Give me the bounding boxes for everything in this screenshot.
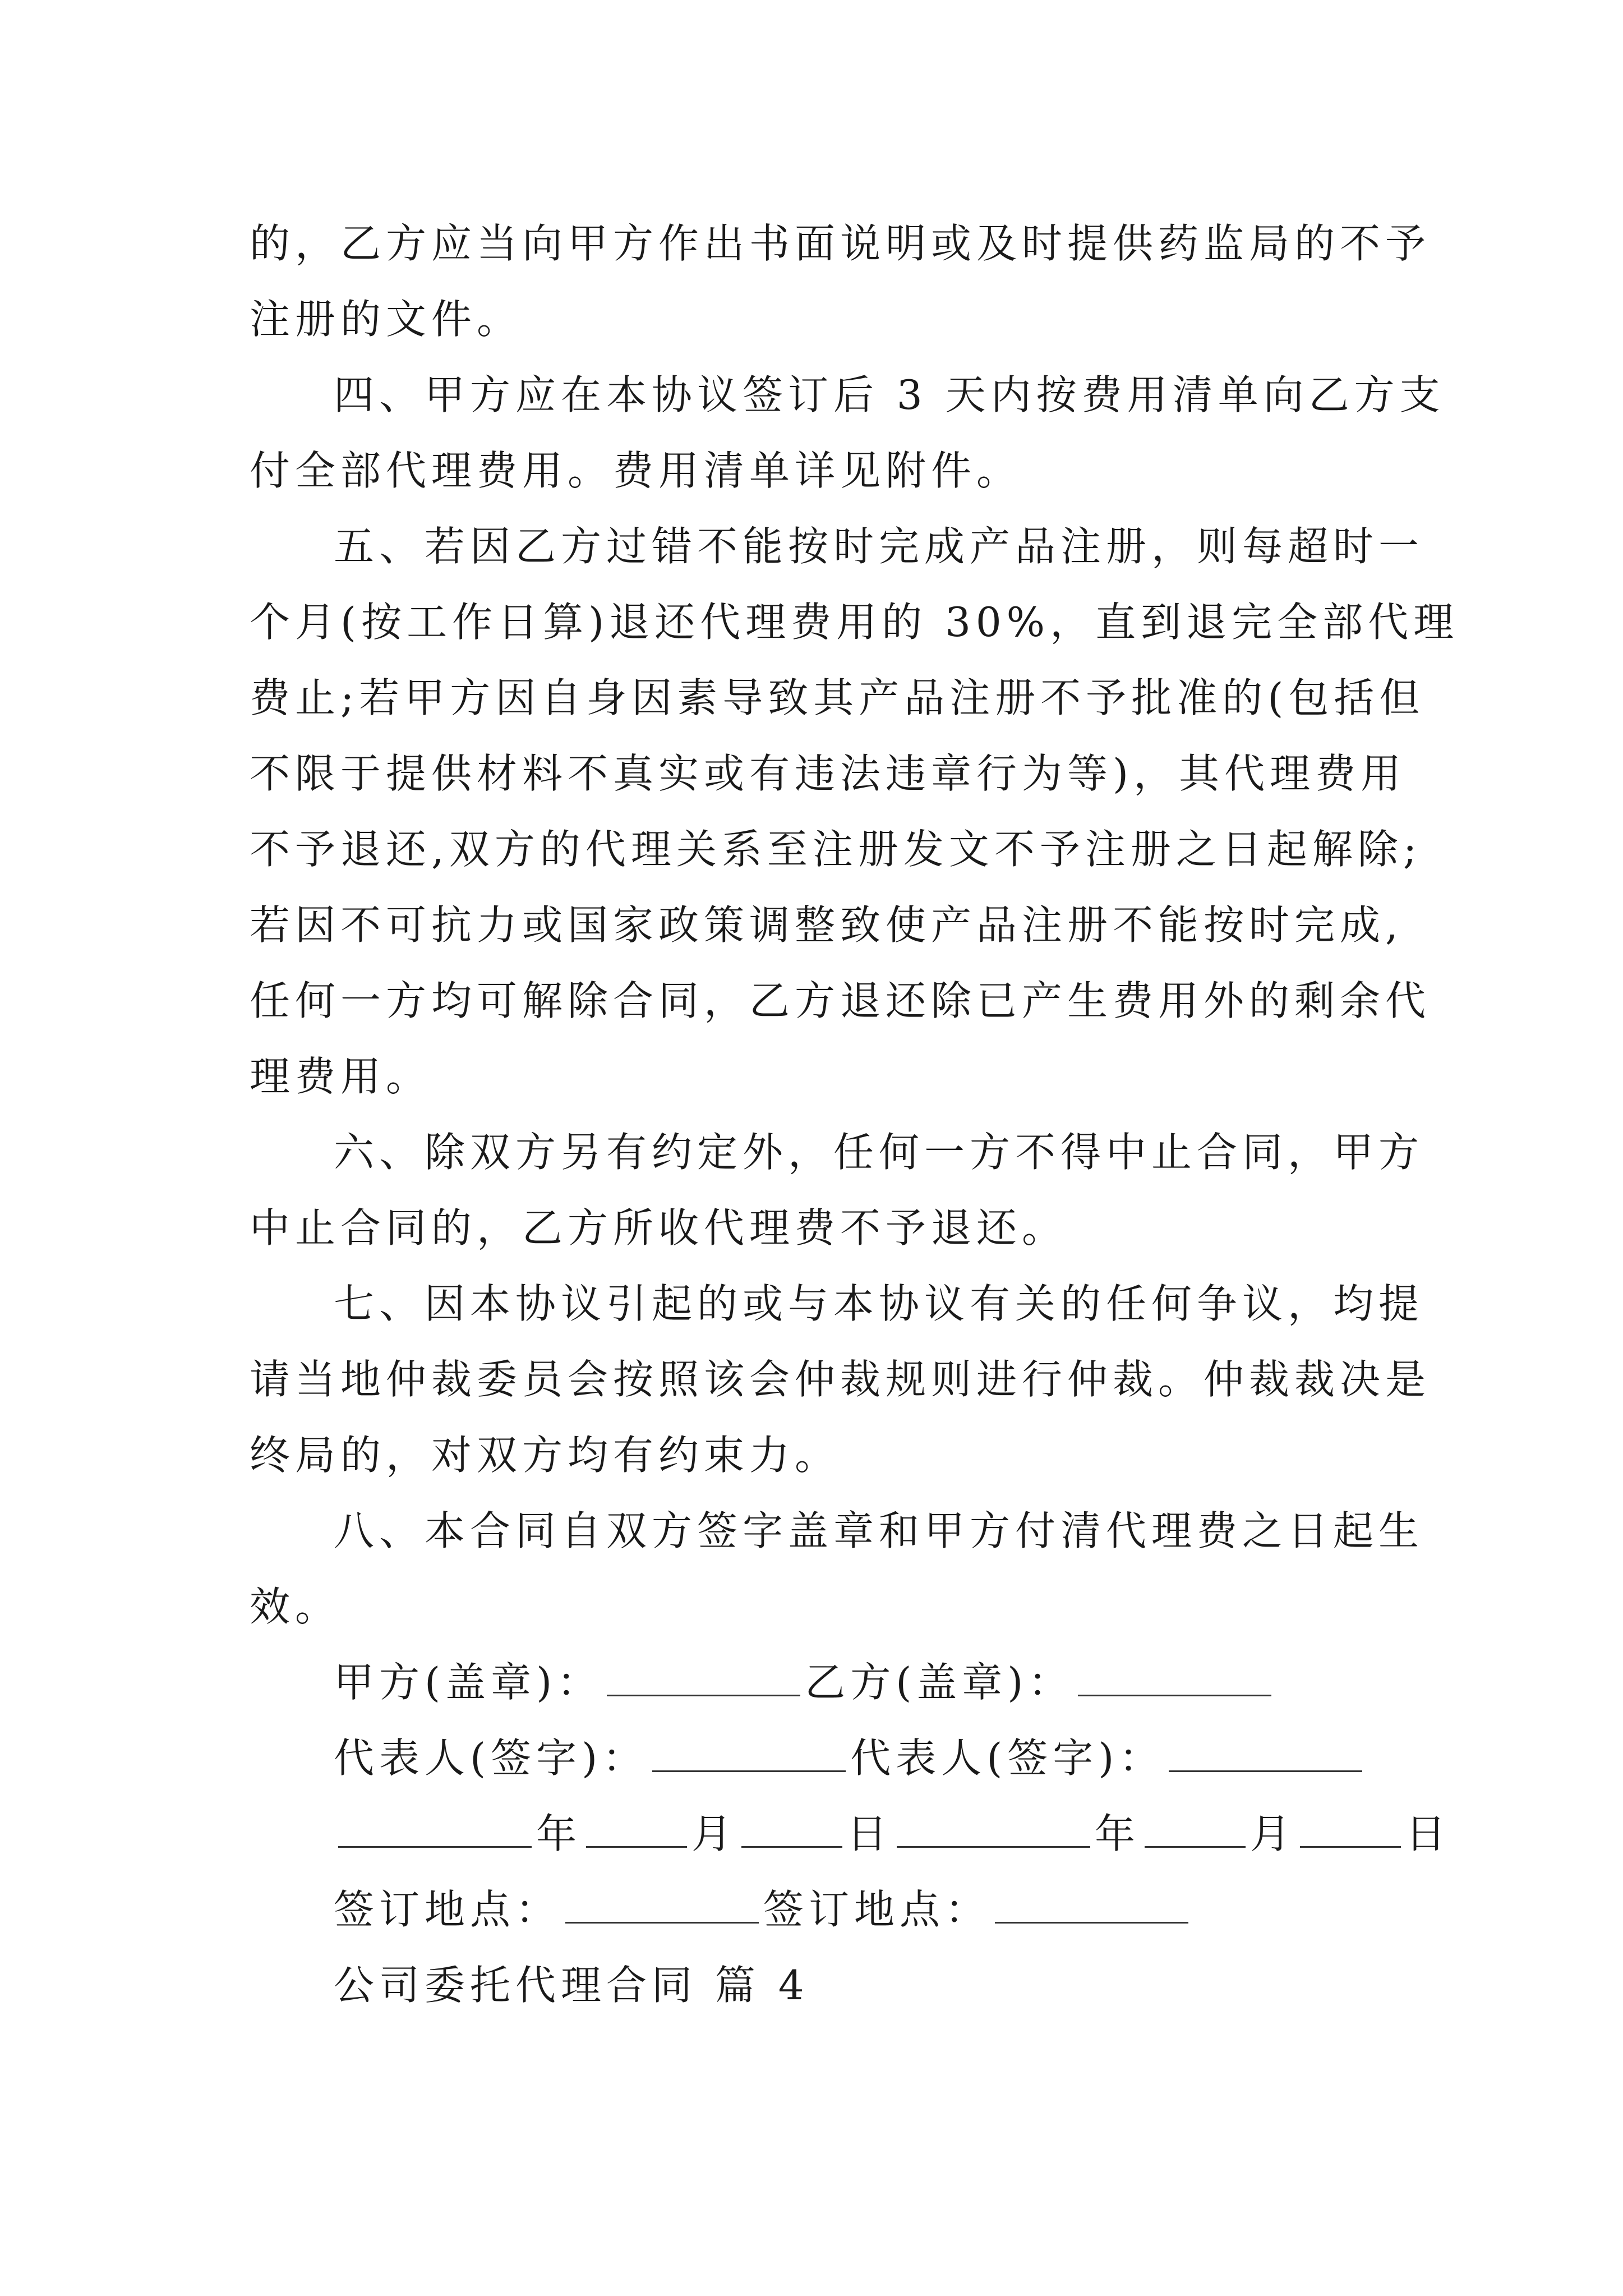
month-a-blank xyxy=(586,1807,687,1848)
rep-a-label: 代表人(签字)： xyxy=(334,1734,648,1782)
text-line: 五、若因乙方过错不能按时完成产品注册，则每超时一 xyxy=(334,523,1424,570)
place-a-label: 签订地点： xyxy=(334,1886,561,1933)
clause-8 xyxy=(250,1493,1424,1645)
day-a-label: 日 xyxy=(847,1810,893,1857)
day-a-blank xyxy=(741,1807,842,1848)
place-b-blank xyxy=(995,1883,1188,1924)
year-b-label: 年 xyxy=(1095,1810,1141,1857)
text-line: 七、因本协议引起的或与本协议有关的任何争议，均提 xyxy=(334,1280,1424,1327)
clause-4 xyxy=(250,357,1445,509)
month-b-label: 月 xyxy=(1250,1810,1296,1857)
rep-a-blank xyxy=(652,1731,846,1772)
party-b-seal-blank xyxy=(1078,1655,1271,1696)
clause-6 xyxy=(250,1115,1424,1266)
paragraph-continuation xyxy=(250,206,1431,357)
clause-5 xyxy=(250,509,1459,1115)
year-a-label: 年 xyxy=(536,1810,582,1857)
rep-b-label: 代表人(签字)： xyxy=(850,1734,1165,1782)
text-line: 理费用。 xyxy=(250,1053,432,1100)
rep-b-blank xyxy=(1169,1731,1362,1772)
month-a-label: 月 xyxy=(691,1810,737,1857)
representative-row xyxy=(334,1720,1367,1796)
year-a-blank xyxy=(338,1807,532,1848)
text-line: 不限于提供材料不真实或有违法违章行为等)，其代理费用 xyxy=(250,750,1407,797)
text-line: 终局的，对双方均有约束力。 xyxy=(250,1432,841,1479)
text-line: 四、甲方应在本协议签订后 3 天内按费用清单向乙方支 xyxy=(334,371,1445,418)
text-line: 付全部代理费用。费用清单详见附件。 xyxy=(250,447,1022,494)
text-line: 注册的文件。 xyxy=(250,296,523,343)
party-b-seal-label: 乙方(盖章)： xyxy=(805,1659,1074,1706)
text-line: 六、除双方另有约定外，任何一方不得中止合同，甲方 xyxy=(334,1129,1424,1176)
party-a-seal-label: 甲方(盖章)： xyxy=(334,1659,603,1706)
section-heading: 公司委托代理合同 篇 4 xyxy=(334,1962,809,2009)
text-line: 任何一方均可解除合同，乙方退还除已产生费用外的剩余代 xyxy=(250,977,1431,1024)
text-line: 个月(按工作日算)退还代理费用的 30%，直到退完全部代理 xyxy=(250,599,1459,646)
place-row xyxy=(334,1872,1193,1948)
day-b-blank xyxy=(1300,1807,1401,1848)
month-b-blank xyxy=(1145,1807,1246,1848)
day-b-label: 日 xyxy=(1405,1810,1451,1857)
text-line: 不予退还,双方的代理关系至注册发文不予注册之日起解除; xyxy=(250,826,1422,873)
text-line: 若因不可抗力或国家政策调整致使产品注册不能按时完成, xyxy=(250,901,1403,949)
seal-row xyxy=(334,1645,1276,1720)
text-line: 费止;若甲方因自身因素导致其产品注册不予批准的(包括但 xyxy=(250,674,1425,721)
text-line: 的，乙方应当向甲方作出书面说明或及时提供药监局的不予 xyxy=(250,220,1431,267)
clause-7 xyxy=(250,1266,1431,1493)
date-row xyxy=(334,1796,1451,1872)
year-b-blank xyxy=(897,1807,1090,1848)
text-line: 中止合同的，乙方所收代理费不予退还。 xyxy=(250,1204,1068,1251)
text-line: 效。 xyxy=(250,1583,341,1630)
text-line: 八、本合同自双方签字盖章和甲方付清代理费之日起生 xyxy=(334,1507,1424,1554)
place-a-blank xyxy=(565,1883,759,1924)
text-line: 请当地仲裁委员会按照该会仲裁规则进行仲裁。仲裁裁决是 xyxy=(250,1356,1431,1403)
place-b-label: 签订地点： xyxy=(763,1886,991,1933)
party-a-seal-blank xyxy=(607,1655,800,1696)
